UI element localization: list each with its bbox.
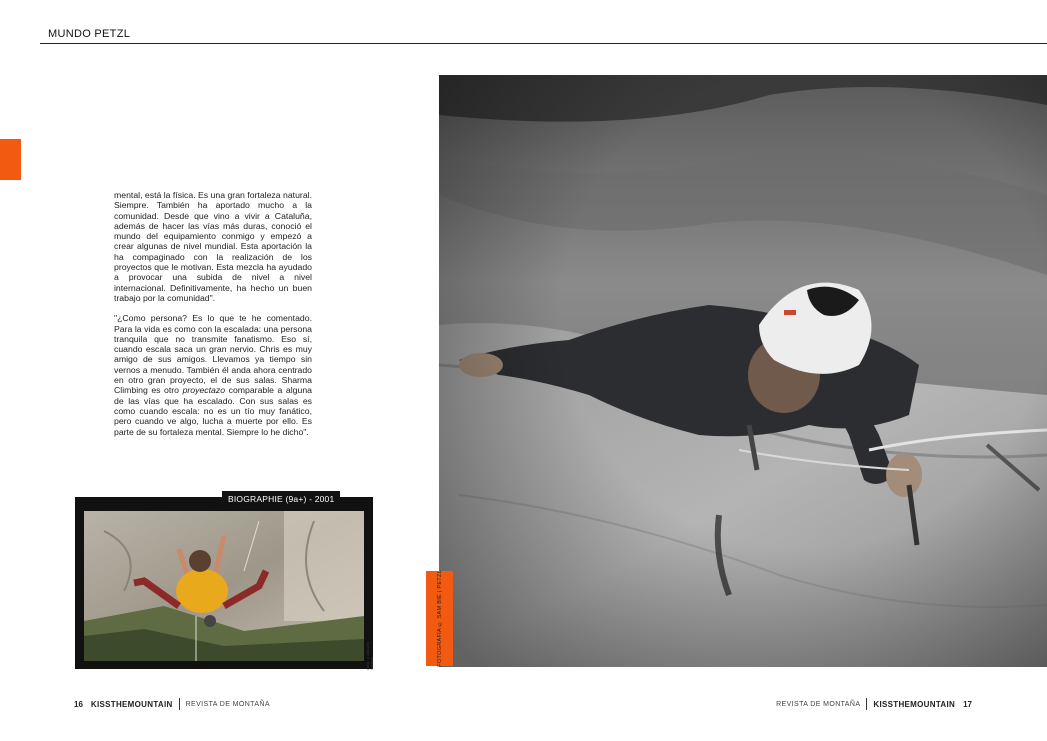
article-paragraph: mental, está la física. Es una gran fortaleza natural. Siempre. También ha aportado mucho a la comunidad. Desde que vino a vivir a Cataluña, además de hacer las vías más duras, conoció el mundo del equipamiento conmigo y empezó a crear algunas de nivel mundial. Esta aportación la ha compaginado con la realización de los proyectos que le motivan. Esta mezcla ha ayudado a provocar una subida de nivel a nivel internacional. Definitivamente, ha hecho un buen trabajo por la comunidad".	[114, 190, 312, 303]
footer-right	[776, 698, 972, 710]
header-rule	[40, 43, 1047, 44]
article-paragraph: "¿Como persona? Es lo que te he comentado. Para la vida es como con la escalada: una persona tranquila que no transmite fanatismo. Eso sí, cuando escala saca un gran nervio. Chris es muy amigo de sus amigos. Llevamos ya tiempo sin vernos a menudo. También él anda ahora centrado en otro gran proyecto, el de sus salas. Sharma Climbing es otro proyectazo comparable a alguna de las vías que ha escalado. Con sus salas es como cuando escala: no es un tío muy fanático, pero cuando ve algo, lucha a muerte por ello. Es parte de su fortaleza mental. Siempre lo he dicho".	[114, 313, 312, 437]
section-label: MUNDO PETZL	[48, 28, 131, 40]
footer-magazine: REVISTA DE MONTAÑA	[776, 700, 861, 708]
inset-photo	[84, 511, 364, 661]
footer-left	[74, 698, 270, 710]
footer-magazine: REVISTA DE MONTAÑA	[185, 700, 270, 708]
footer-separator	[866, 698, 867, 710]
page-number: 16	[74, 699, 83, 709]
main-photo	[436, 75, 1047, 667]
page-number: 17	[963, 699, 972, 709]
footer-brand: KISSTHEMOUNTAIN	[90, 699, 173, 709]
photo-credit-bar	[426, 571, 453, 666]
photo-credit: FOTOGRAFÍA © SAM BIÉ | PETZL	[436, 570, 443, 667]
emphasis: proyectazo	[182, 385, 226, 396]
inset-credit: FOTO: © ARCHIVO SHARMA	[366, 641, 374, 670]
inset-caption: BIOGRAPHIE (9a+) - 2001	[222, 491, 340, 507]
footer-separator	[179, 698, 180, 710]
footer-brand: KISSTHEMOUNTAIN	[873, 699, 956, 709]
orange-tab	[0, 139, 21, 180]
article-body	[114, 190, 312, 447]
